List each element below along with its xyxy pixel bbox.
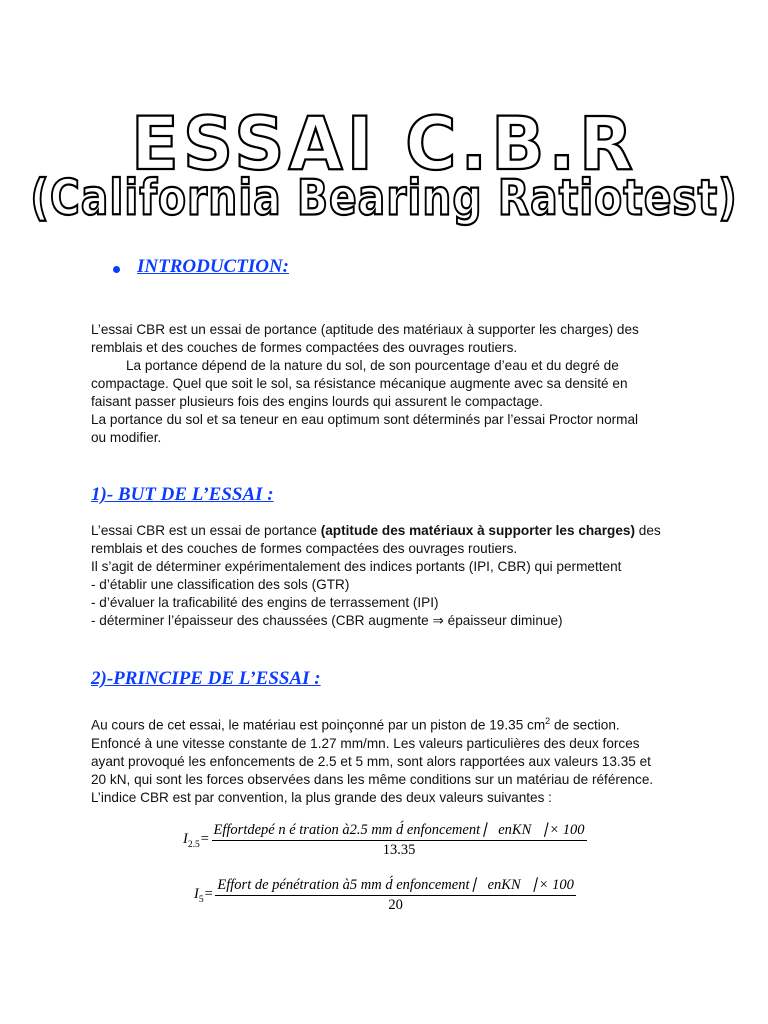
bold-text: (aptitude des matériaux à supporter les charges) [320, 523, 635, 538]
text-segment: de section. [550, 717, 620, 733]
text-line: La portance dépend de la nature du sol, de son pourcentage d’eau et du degré de [126, 358, 619, 373]
text-line: L’indice CBR est par convention, la plus grande des deux valeurs suivantes : [91, 789, 552, 805]
text-line: ou modifier. [91, 430, 162, 445]
formula-subscript: 2.5 [187, 839, 200, 850]
text-line: faisant passer plusieurs fois des engins lourds qui assurent le compactage. [91, 394, 543, 409]
text-line: ayant provoqué les enfoncements de 2.5 et 5 mm, sont alors rapportées aux valeurs 13.35 et [91, 753, 651, 769]
but-paragraph [91, 522, 691, 630]
formula-subscript: 5 [198, 894, 204, 905]
formula-i25 [183, 822, 587, 859]
text-line: - déterminer l’épaisseur des chaussées (CBR augmente ⇒ épaisseur diminue) [91, 613, 563, 628]
text-segment: des [634, 523, 661, 538]
text-line: - d’évaluer la traficabilité des engins de terrassement (IPI) [91, 595, 439, 610]
text-line [91, 522, 691, 540]
fraction-denominator: 20 [388, 897, 403, 913]
text-line: Enfoncé à une vitesse constante de 1.27 mm/mn. Les valeurs particulières des deux forces [91, 735, 640, 751]
but-heading: 1)- BUT DE L’ESSAI : [91, 484, 274, 505]
formula-i5 [194, 877, 576, 914]
text-line: remblais et des couches de formes compactées des ouvrages routiers. [91, 340, 518, 355]
bullet-icon [113, 266, 120, 273]
fraction [215, 877, 576, 914]
principe-paragraph [91, 712, 691, 807]
text-segment: L’essai CBR est un essai de portance [91, 523, 321, 538]
introduction-heading: INTRODUCTION: [137, 256, 289, 277]
fraction-denominator: 13.35 [382, 842, 416, 858]
fraction [212, 822, 587, 859]
text-line: 20 kN, qui sont les forces observées dans les même conditions sur un matériau de référence. [91, 771, 654, 787]
text-segment: Au cours de cet essai, le matériau est poinçonné par un piston de 19.35 cm [91, 717, 546, 733]
superscript: 2 [545, 716, 551, 726]
text-line: La portance du sol et sa teneur en eau optimum sont déterminés par l’essai Proctor normal [91, 412, 639, 427]
text-line: - d’établir une classification des sols (GTR) [91, 577, 350, 592]
formula-lhs: $I_{2.5}=$ [183, 831, 210, 850]
introduction-paragraph [91, 321, 691, 447]
fraction-numerator: Effort de pénétration à5 mm d́ enfoncement ⎸enKN⎹ × 100 [215, 877, 576, 896]
formula-lhs: $I_5=$ [194, 886, 214, 905]
formula-symbol: I [183, 831, 188, 848]
document-title: ESSAI C.B.R [131, 100, 637, 188]
document-subtitle: (California Bearing Ratiotest) [30, 169, 738, 227]
text-line: compactage. Quel que soit le sol, sa résistance mécanique augmente avec sa densité en [91, 376, 628, 391]
formula-symbol: I [194, 886, 199, 903]
text-line: L’essai CBR est un essai de portance (aptitude des matériaux à supporter les charges) des [91, 322, 639, 337]
principe-heading: 2)-PRINCIPE DE L’ESSAI : [91, 668, 321, 689]
fraction-numerator: Effortdepé n é tration à2.5 mm d́ enfoncement ⎸enKN⎹ × 100 [212, 822, 587, 841]
text-line [91, 712, 691, 735]
text-line: Il s’agit de déterminer expérimentalement des indices portants (IPI, CBR) qui permettent [91, 559, 622, 574]
text-line: remblais et des couches de formes compactées des ouvrages routiers. [91, 541, 518, 556]
